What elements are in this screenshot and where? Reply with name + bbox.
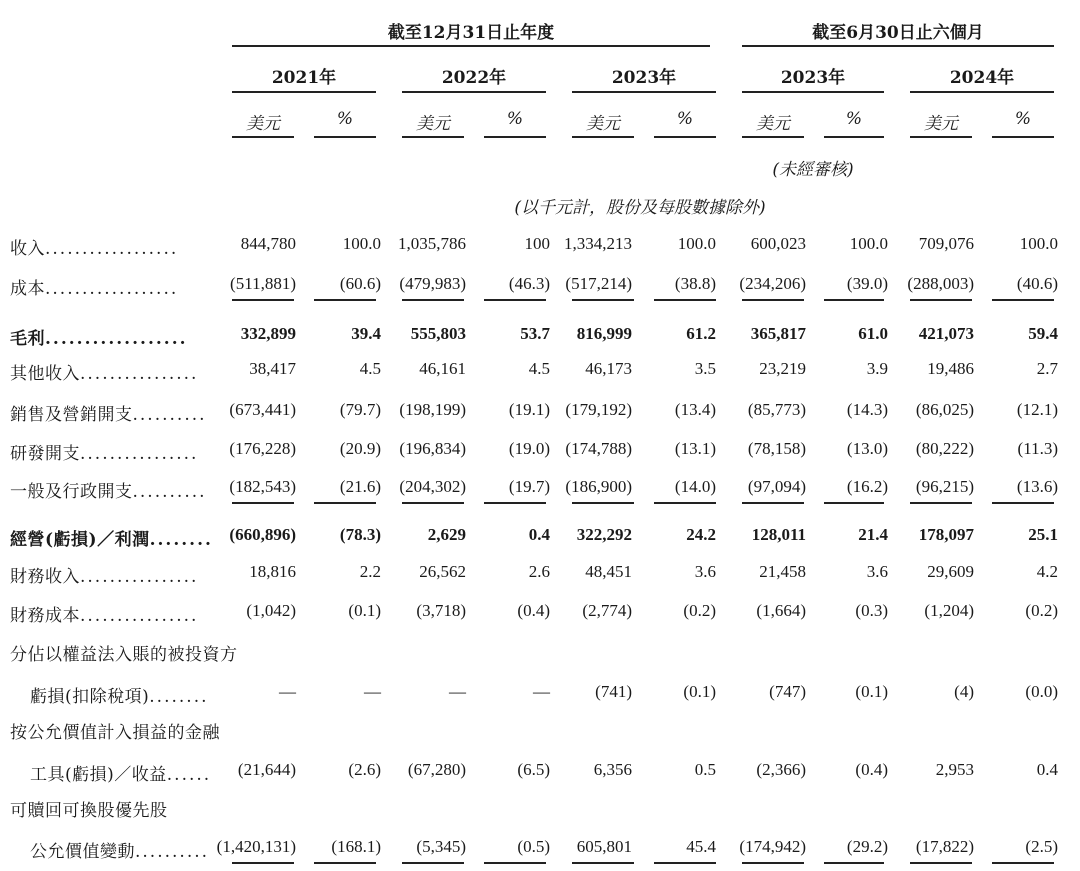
subtotal-rule — [742, 502, 804, 504]
cell-percent: 24.2 — [686, 525, 716, 544]
header-rule — [572, 91, 716, 93]
header-rule — [484, 136, 546, 138]
cell-amount: (78,158) — [747, 439, 806, 458]
cell-percent: (0.2) — [1025, 601, 1058, 620]
cell-percent: 100.0 — [677, 234, 716, 253]
subtotal-rule — [314, 299, 376, 301]
cell-amount: 332,899 — [240, 324, 296, 343]
cell-amount: (97,094) — [747, 477, 806, 496]
cell-amount: (234,206) — [739, 274, 806, 293]
cell-percent: (13.6) — [1016, 477, 1058, 496]
cell-amount: 709,076 — [918, 234, 974, 253]
cell-percent: (60.6) — [339, 274, 381, 293]
cell-percent: 3.5 — [694, 359, 716, 378]
cell-percent: (0.1) — [348, 601, 381, 620]
cell-amount: (741) — [595, 682, 632, 701]
row-label-fvtpl-line2: 工具(虧損)／收益...... — [30, 765, 212, 785]
cell-percent: 61.0 — [858, 324, 888, 343]
row-label-finance-income: 財務收入................ — [10, 567, 199, 587]
header-rule — [232, 91, 376, 93]
cell-percent: (19.0) — [508, 439, 550, 458]
unit-usd: 美元 — [924, 114, 958, 134]
subtotal-rule — [572, 299, 634, 301]
cell-percent: (13.0) — [846, 439, 888, 458]
cell-amount: 555,803 — [410, 324, 466, 343]
cell-percent: (0.1) — [683, 682, 716, 701]
cell-percent: 100.0 — [1019, 234, 1058, 253]
cell-amount: 46,173 — [585, 359, 632, 378]
cell-amount: (67,280) — [407, 760, 466, 779]
cell-amount: (660,896) — [229, 525, 296, 544]
subtotal-rule — [654, 502, 716, 504]
subtotal-rule — [402, 502, 464, 504]
year-2023-h1: 2023年 — [780, 68, 846, 88]
cell-amount: (96,215) — [915, 477, 974, 496]
row-label-cost: 成本.................. — [10, 279, 179, 299]
cell-amount: (2,366) — [756, 760, 806, 779]
cell-percent: (0.4) — [517, 601, 550, 620]
subtotal-rule — [232, 502, 294, 504]
cell-percent: (16.2) — [846, 477, 888, 496]
cell-percent: 2.2 — [359, 562, 381, 581]
subtotal-rule — [654, 299, 716, 301]
subtotal-rule — [402, 299, 464, 301]
unit-percent: % — [336, 109, 354, 129]
cell-percent: 4.5 — [359, 359, 381, 378]
unit-usd: 美元 — [246, 114, 280, 134]
header-rule — [910, 136, 972, 138]
cell-percent: (2.6) — [348, 760, 381, 779]
cell-amount: 19,486 — [927, 359, 974, 378]
year-2023: 2023年 — [611, 68, 677, 88]
cell-amount: 816,999 — [576, 324, 632, 343]
cell-amount: 6,356 — [593, 760, 632, 779]
cell-percent: (21.6) — [339, 477, 381, 496]
cell-amount: 26,562 — [419, 562, 466, 581]
cell-amount: 2,629 — [427, 525, 466, 544]
cell-amount: 365,817 — [750, 324, 806, 343]
cell-amount: (182,543) — [229, 477, 296, 496]
row-label-operating-profit: 經營(虧損)／利潤........ — [10, 530, 213, 550]
cell-percent: (12.1) — [1016, 400, 1058, 419]
cell-percent: 0.4 — [1036, 760, 1058, 779]
cell-amount: 29,609 — [927, 562, 974, 581]
cell-amount: (1,420,131) — [216, 837, 296, 856]
cell-amount: (21,644) — [237, 760, 296, 779]
cell-amount: (196,834) — [399, 439, 466, 458]
cell-amount: 600,023 — [750, 234, 806, 253]
cell-percent: 53.7 — [520, 324, 550, 343]
subtotal-rule — [824, 862, 884, 864]
row-label-admin-expenses: 一般及行政開支.......... — [10, 482, 207, 502]
cell-percent: 21.4 — [858, 525, 888, 544]
row-label-finance-cost: 財務成本................ — [10, 606, 199, 626]
cell-amount: (747) — [769, 682, 806, 701]
cell-amount: 46,161 — [419, 359, 466, 378]
cell-amount: (673,441) — [229, 400, 296, 419]
cell-amount: (80,222) — [915, 439, 974, 458]
cell-percent: — — [533, 682, 550, 701]
cell-amount: (3,718) — [416, 601, 466, 620]
cell-amount: 48,451 — [585, 562, 632, 581]
cell-amount: 178,097 — [918, 525, 974, 544]
row-label-equity-investees-line1: 分佔以權益法入賬的被投資方 — [10, 645, 238, 665]
cell-amount: 18,816 — [249, 562, 296, 581]
cell-percent: (13.1) — [674, 439, 716, 458]
row-label-fvtpl-line1: 按公允價值計入損益的金融 — [10, 723, 220, 743]
cell-percent: 2.7 — [1036, 359, 1058, 378]
cell-percent: (29.2) — [846, 837, 888, 856]
row-label-revenue: 收入.................. — [10, 239, 179, 259]
header-rule — [654, 136, 716, 138]
row-label-rd-expenses: 研發開支................ — [10, 444, 199, 464]
subtotal-rule — [824, 502, 884, 504]
cell-percent: (20.9) — [339, 439, 381, 458]
header-six-months: 截至6月30日止六個月 — [812, 23, 984, 43]
cell-percent: (38.8) — [674, 274, 716, 293]
cell-amount: 21,458 — [759, 562, 806, 581]
unit-percent: % — [506, 109, 524, 129]
cell-amount: (511,881) — [230, 274, 296, 293]
cell-percent: — — [364, 682, 381, 701]
cell-amount: (288,003) — [907, 274, 974, 293]
cell-amount: 605,801 — [576, 837, 632, 856]
cell-percent: (0.5) — [517, 837, 550, 856]
cell-percent: 4.5 — [528, 359, 550, 378]
header-year-ended: 截至12月31日止年度 — [387, 23, 555, 43]
cell-percent: 39.4 — [351, 324, 381, 343]
cell-percent: (79.7) — [339, 400, 381, 419]
cell-percent: 61.2 — [686, 324, 716, 343]
cell-amount: (517,214) — [565, 274, 632, 293]
cell-percent: (0.3) — [855, 601, 888, 620]
cell-percent: 3.6 — [866, 562, 888, 581]
cell-amount: 23,219 — [759, 359, 806, 378]
header-rule — [742, 91, 884, 93]
cell-amount: (4) — [954, 682, 974, 701]
subtotal-rule — [314, 502, 376, 504]
unit-note: (以千元計，股份及每股數據除外) — [514, 198, 766, 218]
subtotal-rule — [314, 862, 376, 864]
subtotal-rule — [910, 299, 972, 301]
row-label-preferred-shares-line2: 公允價值變動.......... — [30, 842, 210, 862]
cell-amount: 1,035,786 — [398, 234, 466, 253]
cell-percent: (39.0) — [846, 274, 888, 293]
subtotal-rule — [572, 862, 634, 864]
cell-amount: (174,788) — [565, 439, 632, 458]
year-2021: 2021年 — [271, 68, 337, 88]
cell-percent: 100 — [524, 234, 550, 253]
cell-percent: (0.1) — [855, 682, 888, 701]
cell-amount: (17,822) — [915, 837, 974, 856]
cell-percent: (78.3) — [339, 525, 381, 544]
cell-amount: 844,780 — [240, 234, 296, 253]
cell-percent: 45.4 — [686, 837, 716, 856]
header-rule — [742, 45, 1054, 47]
cell-percent: 59.4 — [1028, 324, 1058, 343]
cell-percent: (2.5) — [1025, 837, 1058, 856]
subtotal-rule — [992, 502, 1054, 504]
row-label-preferred-shares-line1: 可贖回可換股優先股 — [10, 801, 168, 821]
cell-percent: (168.1) — [331, 837, 381, 856]
cell-amount: (179,192) — [565, 400, 632, 419]
cell-amount: — — [279, 682, 296, 701]
cell-percent: (13.4) — [674, 400, 716, 419]
cell-percent: (40.6) — [1016, 274, 1058, 293]
cell-percent: (6.5) — [517, 760, 550, 779]
year-2022: 2022年 — [441, 68, 507, 88]
cell-percent: 100.0 — [849, 234, 888, 253]
cell-amount: (86,025) — [915, 400, 974, 419]
cell-amount: — — [449, 682, 466, 701]
cell-amount: 1,334,213 — [564, 234, 632, 253]
unit-percent: % — [845, 109, 863, 129]
cell-amount: (186,900) — [565, 477, 632, 496]
cell-amount: (1,204) — [924, 601, 974, 620]
cell-amount: 322,292 — [576, 525, 632, 544]
cell-percent: (0.0) — [1025, 682, 1058, 701]
cell-amount: (174,942) — [739, 837, 806, 856]
subtotal-rule — [232, 862, 294, 864]
unit-usd: 美元 — [756, 114, 790, 134]
cell-percent: 25.1 — [1028, 525, 1058, 544]
cell-amount: 128,011 — [751, 525, 806, 544]
row-label-equity-investees-line2: 虧損(扣除稅項)........ — [30, 687, 209, 707]
subtotal-rule — [654, 862, 716, 864]
header-rule — [824, 136, 884, 138]
subtotal-rule — [910, 862, 972, 864]
unaudited-note: (未經審核) — [772, 160, 854, 180]
subtotal-rule — [232, 299, 294, 301]
header-rule — [572, 136, 634, 138]
cell-percent: 2.6 — [528, 562, 550, 581]
cell-percent: (11.3) — [1017, 439, 1058, 458]
cell-percent: (19.7) — [508, 477, 550, 496]
subtotal-rule — [910, 502, 972, 504]
cell-amount: 2,953 — [935, 760, 974, 779]
header-rule — [742, 136, 804, 138]
cell-percent: (14.3) — [846, 400, 888, 419]
subtotal-rule — [992, 299, 1054, 301]
row-label-selling-expenses: 銷售及營銷開支.......... — [10, 405, 207, 425]
unit-usd: 美元 — [586, 114, 620, 134]
cell-amount: (1,042) — [246, 601, 296, 620]
subtotal-rule — [402, 862, 464, 864]
cell-amount: (2,774) — [582, 601, 632, 620]
subtotal-rule — [742, 862, 804, 864]
cell-percent: (0.2) — [683, 601, 716, 620]
unit-percent: % — [676, 109, 694, 129]
header-rule — [314, 136, 376, 138]
cell-amount: (479,983) — [399, 274, 466, 293]
header-rule — [910, 91, 1054, 93]
header-rule — [232, 45, 710, 47]
header-rule — [992, 136, 1054, 138]
header-rule — [402, 91, 546, 93]
cell-percent: 3.6 — [694, 562, 716, 581]
unit-percent: % — [1014, 109, 1032, 129]
subtotal-rule — [484, 502, 546, 504]
cell-amount: (176,228) — [229, 439, 296, 458]
cell-percent: 4.2 — [1036, 562, 1058, 581]
year-2024-h1: 2024年 — [949, 68, 1015, 88]
cell-amount: 421,073 — [918, 324, 974, 343]
subtotal-rule — [742, 299, 804, 301]
cell-amount: (1,664) — [756, 601, 806, 620]
subtotal-rule — [484, 299, 546, 301]
cell-amount: 38,417 — [249, 359, 296, 378]
row-label-other-income: 其他收入................ — [10, 364, 199, 384]
cell-percent: 100.0 — [342, 234, 381, 253]
cell-amount: (198,199) — [399, 400, 466, 419]
unit-usd: 美元 — [416, 114, 450, 134]
subtotal-rule — [992, 862, 1054, 864]
cell-percent: (19.1) — [508, 400, 550, 419]
cell-percent: (14.0) — [674, 477, 716, 496]
cell-amount: (5,345) — [416, 837, 466, 856]
row-label-gross-profit: 毛利.................. — [10, 329, 188, 349]
cell-percent: (46.3) — [508, 274, 550, 293]
cell-amount: (85,773) — [747, 400, 806, 419]
cell-percent: (0.4) — [855, 760, 888, 779]
subtotal-rule — [572, 502, 634, 504]
cell-amount: (204,302) — [399, 477, 466, 496]
cell-percent: 0.4 — [528, 525, 550, 544]
subtotal-rule — [824, 299, 884, 301]
cell-percent: 3.9 — [866, 359, 888, 378]
header-rule — [232, 136, 294, 138]
cell-percent: 0.5 — [694, 760, 716, 779]
subtotal-rule — [484, 862, 546, 864]
header-rule — [402, 136, 464, 138]
